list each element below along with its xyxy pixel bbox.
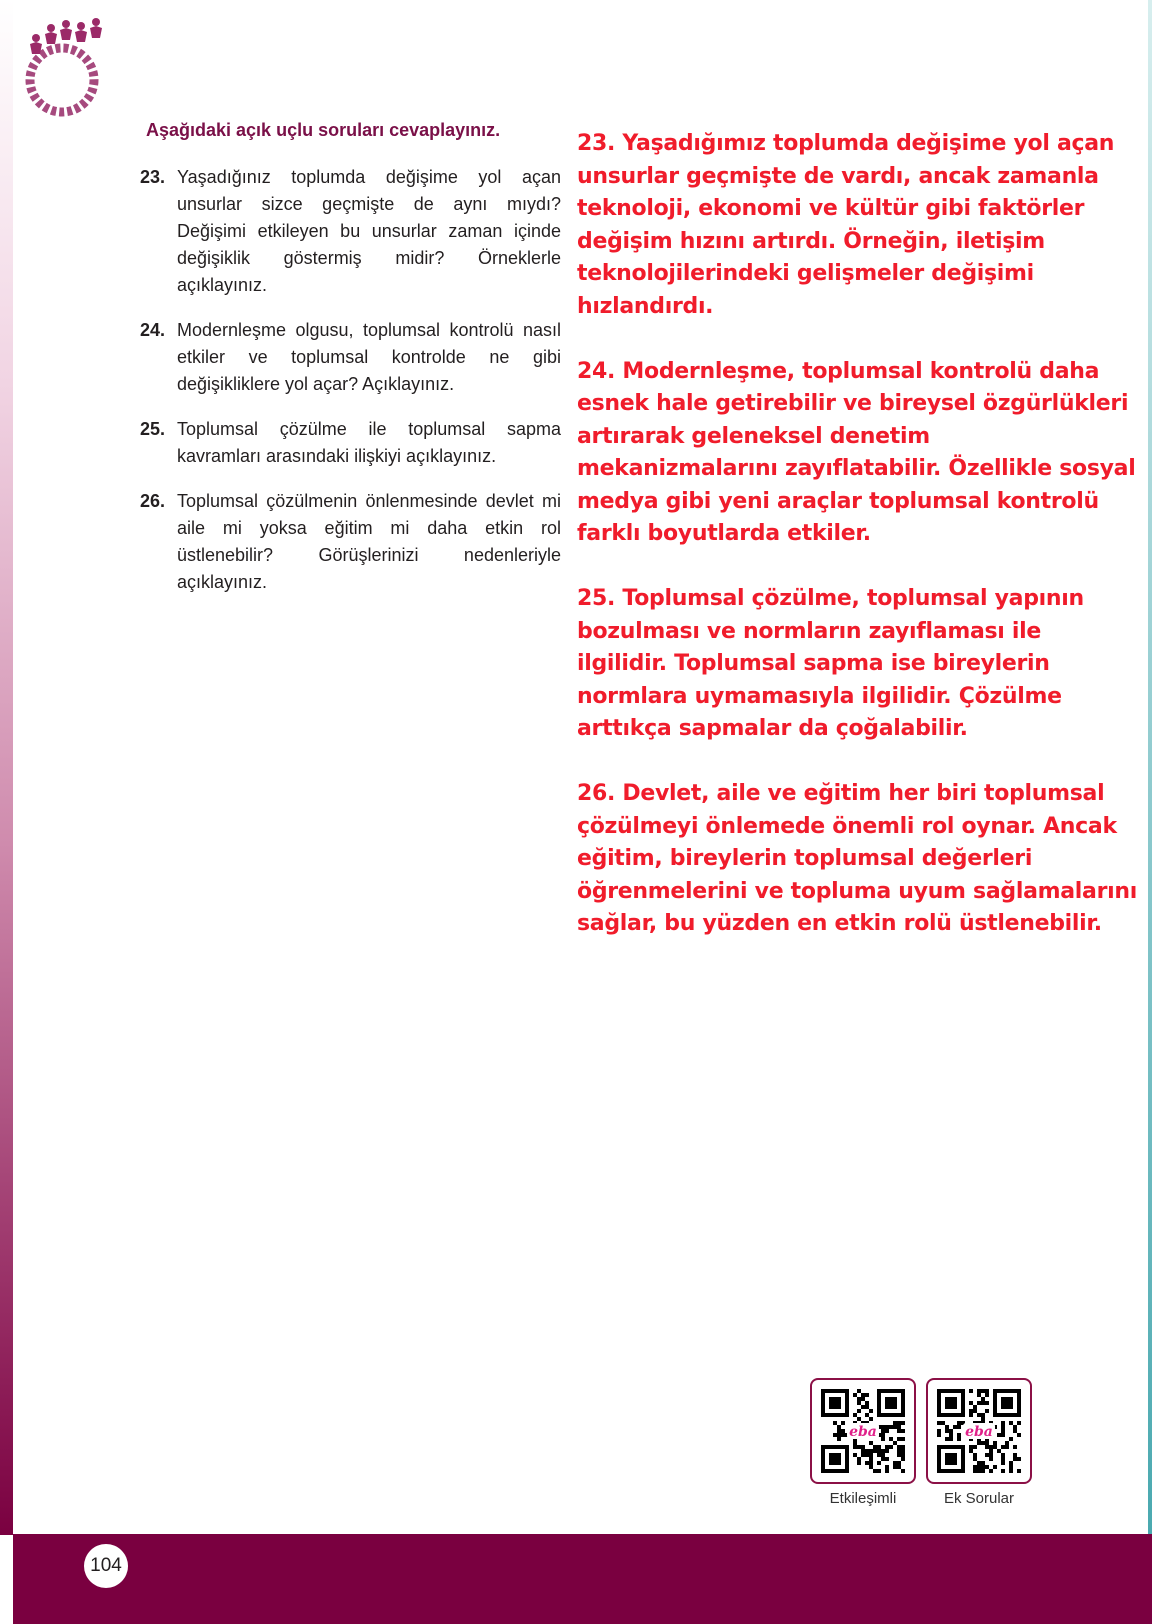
- eba-brand-mark: eba: [849, 1424, 877, 1440]
- right-edge-strip: [1148, 0, 1152, 1535]
- question-text: Toplumsal çözülmenin önlenmesinde devlet mi aile mi yoksa eğitim mi daha etkin rol üstlenebilir? Görüşlerinizi nedenleriyle açıklayınız.: [177, 491, 561, 592]
- qr-label-ek-sorular: Ek Sorular: [943, 1490, 1015, 1507]
- qr-card-ek-sorular[interactable]: [926, 1378, 1032, 1484]
- answer-text: 25. Toplumsal çözülme, toplumsal yapının bozulması ve normların zayıflaması ile ilgilidir. Toplumsal sapma ise bireylerin normlara uymamasıyla ilgilidir. Çözülme arttıkça sapmalar da çoğalabilir.: [577, 586, 1084, 741]
- question-text: Modernleşme olgusu, toplumsal kontrolü nasıl etkiler ve toplumsal kontrolde ne gibi değişikliklere yol açar? Açıklayınız.: [177, 320, 561, 394]
- answer-text: 26. Devlet, aile ve eğitim her biri toplumsal çözülmeyi önlemede önemli rol oynar. Ancak eğitim, bireylerin toplumsal değerleri öğrenmelerini ve topluma uyum sağlamalarını sağlar, bu yüzden en etkin rolü üstlenebilir.: [577, 781, 1137, 936]
- question-text: Toplumsal çözülme ile toplumsal sapma kavramları arasındaki ilişkiyi açıklayınız.: [177, 419, 561, 466]
- page-number: 104: [84, 1544, 128, 1588]
- question-item: [140, 488, 561, 596]
- question-list: [140, 164, 561, 614]
- question-item: [140, 317, 561, 398]
- qr-label-etkilesimli: Etkileşimli: [829, 1490, 897, 1507]
- qr-code-icon: [821, 1389, 905, 1473]
- people-circle-logo: [16, 14, 108, 124]
- left-gradient-band: [0, 0, 13, 1535]
- qr-code-icon: [937, 1389, 1021, 1473]
- answer-text: 23. Yaşadığımız toplumda değişime yol açan unsurlar geçmişte de vardı, ancak zamanla teknoloji, ekonomi ve kültür gibi faktörler değişim hızını artırdı. Örneğin, iletişim teknolojilerindeki gelişmeler değişimi hızlandırdı.: [577, 131, 1115, 319]
- question-number: 23.: [140, 167, 166, 187]
- question-number: 25.: [140, 419, 166, 439]
- qr-card-etkilesimli[interactable]: [810, 1378, 916, 1484]
- footer-bar: [13, 1534, 1152, 1624]
- question-number: 26.: [140, 491, 166, 511]
- section-instruction: Aşağıdaki açık uçlu soruları cevaplayınız.: [146, 120, 501, 140]
- answer-list: [577, 128, 1137, 973]
- question-item: [140, 416, 561, 470]
- eba-brand-mark: eba: [965, 1424, 993, 1440]
- question-number: 24.: [140, 320, 166, 340]
- answer-text: 24. Modernleşme, toplumsal kontrolü daha esnek hale getirebilir ve bireysel özgürlükleri artırarak geleneksel denetim mekanizmalarını zayıflatabilir. Özellikle sosyal medya gibi yeni araçlar toplumsal kontrolü farklı boyutlarda etkiler.: [577, 358, 1136, 546]
- question-text: Yaşadığınız toplumda değişime yol açan unsurlar sizce geçmişte de aynı mıydı? Değişimi etkileyen bu unsurlar zaman içinde değişiklik göstermiş midir? Örneklerle açıklayınız.: [177, 167, 561, 295]
- question-item: [140, 164, 561, 299]
